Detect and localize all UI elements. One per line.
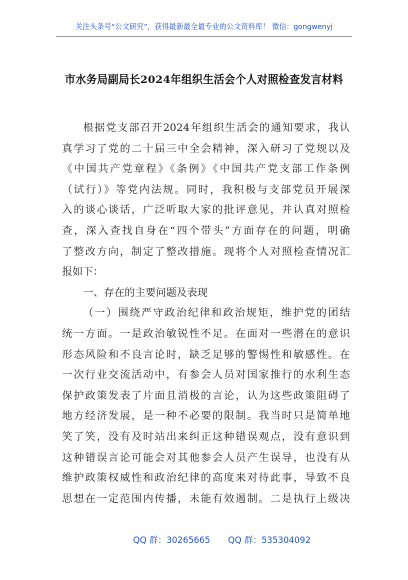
header-promo-note: 关注头条号“公文研究”，获得最新最全最专业的公文资料库！ 微信：gongwenyj — [75, 22, 333, 31]
body-line: 统一方面。一是政治敏锐性不足。在面对一些潜在的意识 — [62, 327, 350, 340]
body-line: 笑了笑，没有及时站出来纠正这种错误观点，没有意识到 — [62, 430, 350, 443]
footer-qq-group-right: QQ 群：535304092 — [228, 536, 311, 546]
body-line: 维护政策权威性和政治纪律的高度来对待此事，导致不良 — [62, 472, 350, 485]
footer-qq-group-left: QQ 群：30265665 — [133, 536, 211, 546]
body-line: 根据党支部召开2024年组织生活会的通知要求，我认 — [83, 122, 350, 134]
body-line: 真学习了党的二十届三中全会精神，深入研习了党规以及 — [62, 142, 350, 155]
body-line: （一）围绕严守政治纪律和政治规矩，维护党的团结 — [83, 307, 350, 320]
body-line: 查，深入查找自身在“四个带头”方面存在的问题，明确 — [62, 224, 350, 237]
page-footer — [0, 534, 408, 546]
body-line: 一次行业交流活动中，有参会人员对国家推行的水利生态 — [62, 369, 350, 382]
body-line: 入的谈心谈话，广泛听取大家的批评意见，并认真对照检 — [62, 204, 350, 217]
header-divider — [56, 36, 352, 37]
document-title: 市水务局副局长2024年组织生活会个人对照检查发言材料 — [64, 74, 344, 86]
body-line: 保护政策发表了片面且消极的言论，认为这些政策阻碍了 — [62, 389, 350, 402]
body-line: 报如下： — [62, 266, 104, 279]
document-body — [62, 118, 350, 509]
body-line: 《中国共产党章程》《条例》《中国共产党支部工作条例 — [62, 163, 350, 176]
body-line: （试行）》等党内法规。同时，我积极与支部党员开展深 — [62, 183, 350, 196]
section-heading: 一、存在的主要问题及表现 — [83, 286, 208, 299]
body-line: 形态风险和不良言论时，缺乏足够的警惕性和敏感性。在 — [62, 348, 350, 361]
body-line: 地方经济发展，是一种不必要的限制。我当时只是简单地 — [62, 410, 350, 423]
body-line: 了整改方向，制定了整改措施。现将个人对照检查情况汇 — [62, 245, 350, 258]
body-line: 思想在一定范围内传播，未能有效遏制。二是执行上级决 — [62, 492, 350, 505]
body-line: 这种错误言论可能会对其他参会人员产生误导，也没有从 — [62, 451, 350, 464]
